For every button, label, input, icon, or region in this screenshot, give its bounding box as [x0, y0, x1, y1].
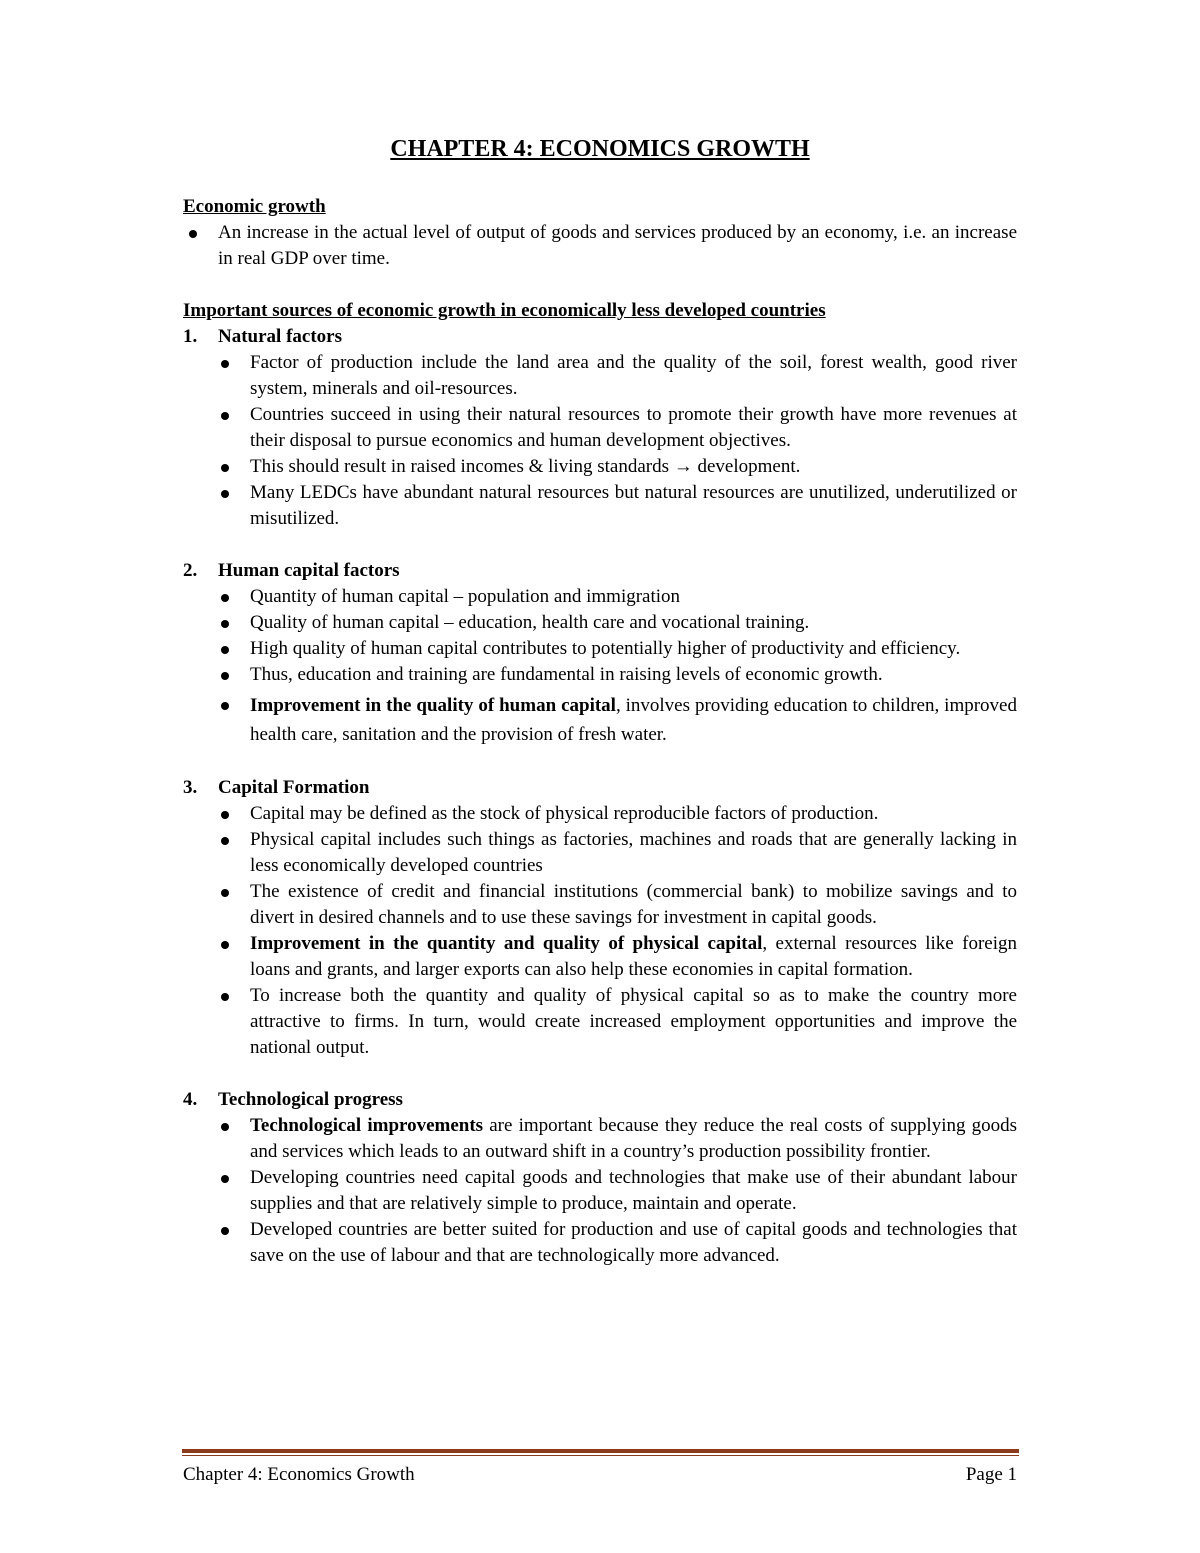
- list-item: [183, 662, 1017, 688]
- human-capital-list: [183, 584, 1017, 749]
- bullet-icon: [221, 646, 229, 654]
- section-number: 2.: [183, 560, 198, 581]
- bullet-icon: [221, 1227, 229, 1235]
- section-number: 4.: [183, 1089, 198, 1110]
- bullet-text: , involves providing education to children, improved health care, sanitation and the provision of fresh water.: [250, 695, 1017, 745]
- list-item: [183, 1217, 1017, 1269]
- footer-divider: [182, 1449, 1019, 1456]
- bullet-bold-text: Improvement in the quality of human capital: [250, 695, 616, 716]
- bullet-icon: [221, 490, 229, 498]
- footer-page-number: Page 1: [965, 1464, 1017, 1485]
- bullet-text: , external resources like foreign loans and grants, and larger exports can also help these economies in capital formation.: [250, 933, 1017, 980]
- bullet-text: Many LEDCs have abundant natural resources but natural resources are unutilized, underutilized or misutilized.: [250, 482, 1017, 529]
- bullet-icon: [221, 412, 229, 420]
- bullet-text: Quantity of human capital – population and immigration: [250, 586, 681, 607]
- bullet-icon: [221, 672, 229, 680]
- bullet-icon: [221, 1175, 229, 1183]
- bullet-bold-text: Technological improvements: [250, 1115, 484, 1136]
- bullet-text: Countries succeed in using their natural resources to promote their growth have more revenues at their disposal to pursue economics and human development objectives.: [250, 404, 1017, 451]
- bullet-text: To increase both the quantity and quality of physical capital so as to make the country more attractive to firms. In turn, would create increased employment opportunities and improve the national output.: [250, 985, 1017, 1058]
- section-number: 1.: [183, 326, 198, 347]
- list-item: [183, 636, 1017, 662]
- list-item: [183, 801, 1017, 827]
- list-item: [183, 691, 1017, 749]
- section-title: Capital Formation: [218, 777, 370, 798]
- list-item: [183, 1165, 1017, 1217]
- bullet-icon: [221, 702, 229, 710]
- bullet-icon: [221, 620, 229, 628]
- list-item: [183, 480, 1017, 532]
- technological-progress-list: [183, 1113, 1017, 1269]
- bullet-text: Quality of human capital – education, health care and vocational training.: [250, 612, 810, 633]
- bullet-icon: [221, 837, 229, 845]
- section-heading: [183, 324, 1017, 350]
- list-item: [183, 454, 1017, 480]
- bullet-icon: [221, 941, 229, 949]
- bullet-icon: [221, 594, 229, 602]
- bullet-text: Developed countries are better suited for production and use of capital goods and technologies that save on the use of labour and that are technologically more advanced.: [250, 1219, 1017, 1266]
- capital-formation-list: [183, 801, 1017, 1061]
- section-heading: [183, 1087, 1017, 1113]
- bullet-icon: [221, 889, 229, 897]
- section-title: Natural factors: [218, 326, 342, 347]
- sources-heading: Important sources of economic growth in economically less developed countries: [183, 300, 826, 321]
- list-item: [183, 827, 1017, 879]
- section-number: 3.: [183, 777, 198, 798]
- document-body: [183, 194, 1017, 1269]
- bullet-text: The existence of credit and financial institutions (commercial bank) to mobilize savings and to divert in desired channels and to use these savings for investment in capital goods.: [250, 881, 1017, 928]
- bullet-icon: [189, 230, 197, 238]
- bullet-icon: [221, 360, 229, 368]
- economic-growth-list: [183, 220, 1017, 272]
- bullet-text: are important because they reduce the real costs of supplying goods and services which leads to an outward shift in a country’s production possibility frontier.: [250, 1115, 1018, 1162]
- bullet-text: Capital may be defined as the stock of physical reproducible factors of production.: [250, 803, 879, 824]
- list-item: [183, 584, 1017, 610]
- section-heading: [183, 775, 1017, 801]
- list-item: [183, 610, 1017, 636]
- bullet-text: Developing countries need capital goods and technologies that make use of their abundant labour supplies and that are relatively simple to produce, maintain and operate.: [250, 1167, 1017, 1214]
- list-item: [183, 350, 1017, 402]
- list-item: [183, 220, 1017, 272]
- list-item: [183, 402, 1017, 454]
- list-item: [183, 1113, 1017, 1165]
- section-title: Technological progress: [218, 1089, 403, 1110]
- list-item: [183, 879, 1017, 931]
- bullet-text: Thus, education and training are fundamental in raising levels of economic growth.: [250, 664, 883, 685]
- economic-growth-heading: Economic growth: [183, 196, 326, 217]
- bullet-text: An increase in the actual level of output of goods and services produced by an economy, i.e. an increase in real GDP over time.: [218, 222, 1017, 269]
- bullet-text: Physical capital includes such things as factories, machines and roads that are generally lacking in less economically developed countries: [250, 829, 1017, 876]
- bullet-text: High quality of human capital contributes to potentially higher of productivity and efficiency.: [250, 638, 961, 659]
- bullet-icon: [221, 811, 229, 819]
- natural-factors-list: [183, 350, 1017, 532]
- document-title: CHAPTER 4: ECONOMICS GROWTH: [390, 136, 810, 162]
- bullet-text: This should result in raised incomes & living standards → development.: [250, 456, 801, 477]
- section-title: Human capital factors: [218, 560, 400, 581]
- bullet-icon: [221, 464, 229, 472]
- bullet-text: Factor of production include the land area and the quality of the soil, forest wealth, good river system, minerals and oil-resources.: [250, 352, 1017, 399]
- footer-chapter-title: Chapter 4: Economics Growth: [183, 1464, 415, 1485]
- list-item: [183, 983, 1017, 1061]
- list-item: [183, 931, 1017, 983]
- bullet-icon: [221, 993, 229, 1001]
- section-heading: [183, 558, 1017, 584]
- bullet-bold-text: Improvement in the quantity and quality of physical capital: [250, 933, 763, 954]
- bullet-icon: [221, 1123, 229, 1131]
